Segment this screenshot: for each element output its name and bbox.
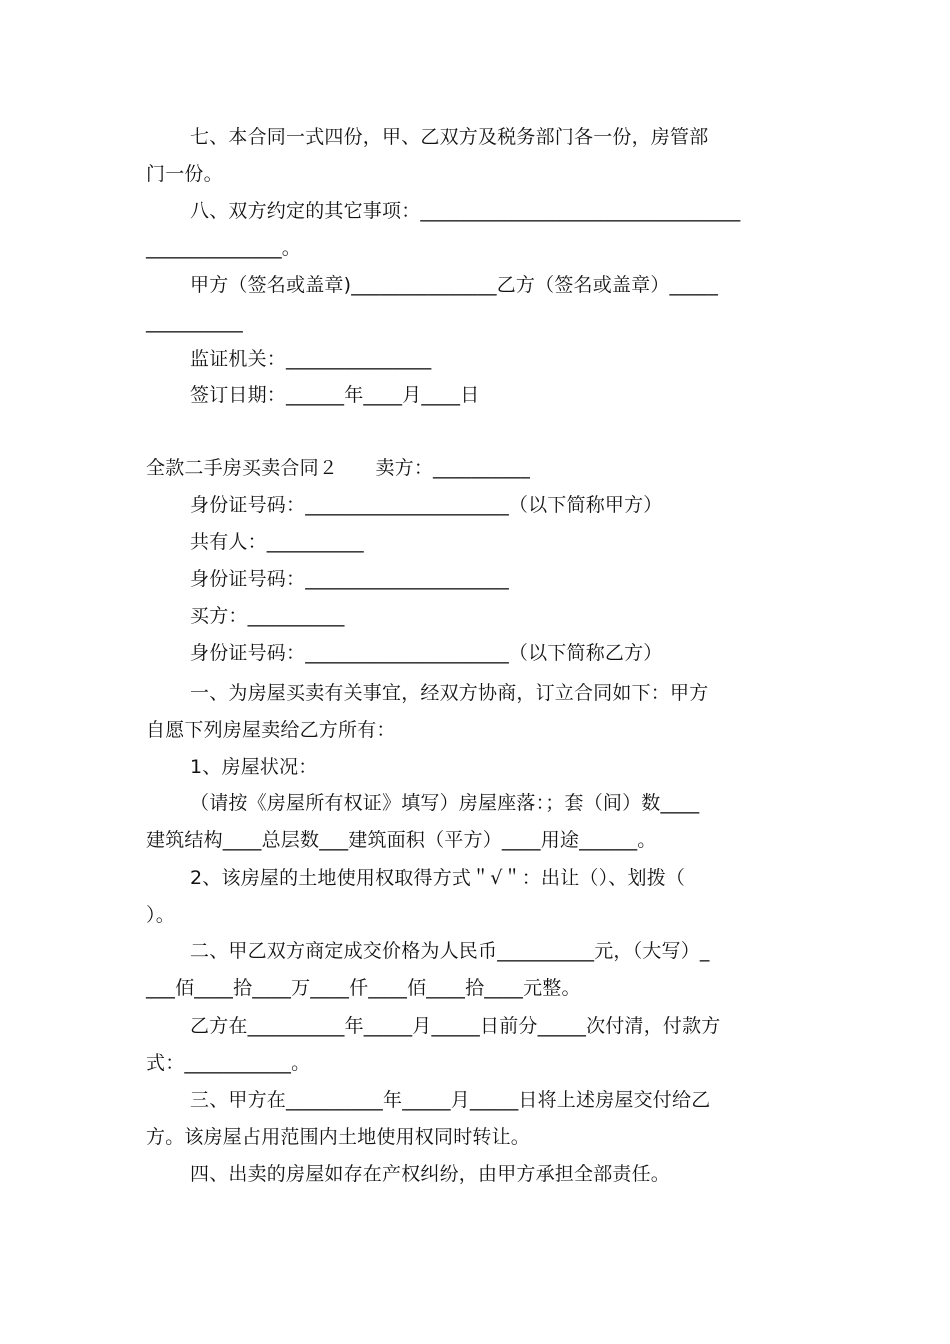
contract-title-seller: 全款二手房买卖合同２ 卖方：__________ (146, 457, 531, 479)
clause-7-line-1: 七、本合同一式四份，甲、乙双方及税务部门各一份，房管部 (190, 126, 709, 148)
article-2-line-2: ___佰____拾____万____仟____佰____拾____元整。 (146, 977, 581, 999)
article-1-line-1: 一、为房屋买卖有关事宜，经双方协商，订立合同如下：甲方 (190, 682, 709, 704)
clause-8-line-2: ______________。 (146, 237, 302, 259)
signature-line-1: 甲方（签名或盖章)_______________乙方（签名或盖章）_____ (190, 274, 719, 296)
house-status-line-1: （请按《房屋所有权证》填写）房屋座落：；套（间）数____ (190, 792, 700, 814)
signing-date-line: 签订日期：______年____月____日 (190, 384, 480, 406)
payment-line-2: 式：___________。 (146, 1052, 311, 1074)
land-right-line-1: 2、该房屋的土地使用权取得方式＂√＂：出让（）、划拨（ (190, 867, 686, 889)
co-owner-id-line: 身份证号码：_____________________ (190, 568, 509, 590)
article-2-line-1: 二、甲乙双方商定成交价格为人民币__________元，（大写）_ (190, 940, 710, 962)
article-3-line-2: 方。该房屋占用范围内土地使用权同时转让。 (146, 1126, 531, 1148)
seller-id-line: 身份证号码：_____________________（以下简称甲方） (190, 494, 663, 516)
house-status-heading: 1、房屋状况： (190, 756, 318, 778)
signature-line-2: __________ (146, 311, 243, 333)
supervisor-line: 监证机关：_______________ (190, 348, 432, 370)
article-1-line-2: 自愿下列房屋卖给乙方所有： (146, 719, 396, 741)
payment-line-1: 乙方在__________年_____月_____日前分_____次付清，付款方 (190, 1015, 721, 1037)
article-3-line-1: 三、甲方在__________年_____月_____日将上述房屋交付给乙 (190, 1089, 711, 1111)
clause-7-line-2: 门一份。 (146, 163, 223, 185)
house-status-line-2: 建筑结构____总层数___建筑面积（平方）____用途______。 (146, 829, 657, 851)
land-right-line-2: ）。 (146, 904, 175, 926)
co-owner-line: 共有人：__________ (190, 531, 364, 553)
buyer-line: 买方：__________ (190, 605, 345, 627)
article-4-line: 四、出卖的房屋如存在产权纠纷，由甲方承担全部责任。 (190, 1163, 671, 1185)
clause-8-line-1: 八、双方约定的其它事项：_________________________________ (190, 200, 741, 222)
buyer-id-line: 身份证号码：_____________________（以下简称乙方） (190, 642, 663, 664)
